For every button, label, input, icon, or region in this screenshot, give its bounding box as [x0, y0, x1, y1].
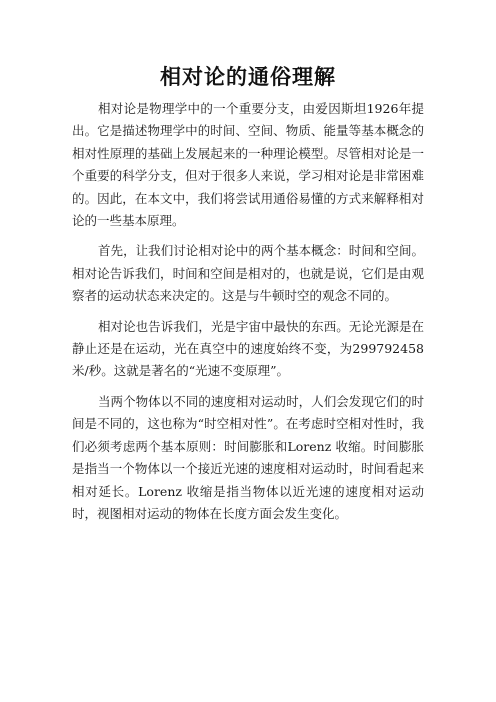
- paragraph-time-space: 首先，让我们讨论相对论中的两个基本概念：时间和空间。相对论告诉我们，时间和空间是相对的，也就是说，它们是由观察者的运动状态来决定的。这是与牛顿时空的观念不同的。: [72, 243, 424, 304]
- paragraph-speed-of-light: 相对论也告诉我们，光是宇宙中最快的东西。无论光源是在静止还是在运动，光在真空中的速度始终不变，为299792458米/秒。这就是著名的“光速不变原理”。: [72, 318, 424, 379]
- paragraph-spacetime-relativity: 当两个物体以不同的速度相对运动时，人们会发现它们的时间是不同的，这也称为“时空相对性”。在考虑时空相对性时，我们必须考虑两个基本原则：时间膨胀和Lorenz 收缩。时间膨胀是指当一个物体以一个接近光速的速度相对运动时，时间看起来相对延长。Lorenz 收缩是指当物体以近光速的速度相对运动时，视图相对运动的物体在长度方面会发生变化。: [72, 393, 424, 521]
- document-title: 相对论的通俗理解: [160, 65, 336, 89]
- paragraph-intro: 相对论是物理学中的一个重要分支，由爱因斯坦1926年提出。它是描述物理学中的时间、空间、物质、能量等基本概念的相对性原理的基础上发展起来的一种理论模型。尽管相对论是一个重要的科学分支，但对于很多人来说，学习相对论是非常困难的。因此，在本文中，我们将尝试用通俗易懂的方式来解释相对论的一些基本原理。: [72, 101, 424, 229]
- document-body: [72, 98, 424, 525]
